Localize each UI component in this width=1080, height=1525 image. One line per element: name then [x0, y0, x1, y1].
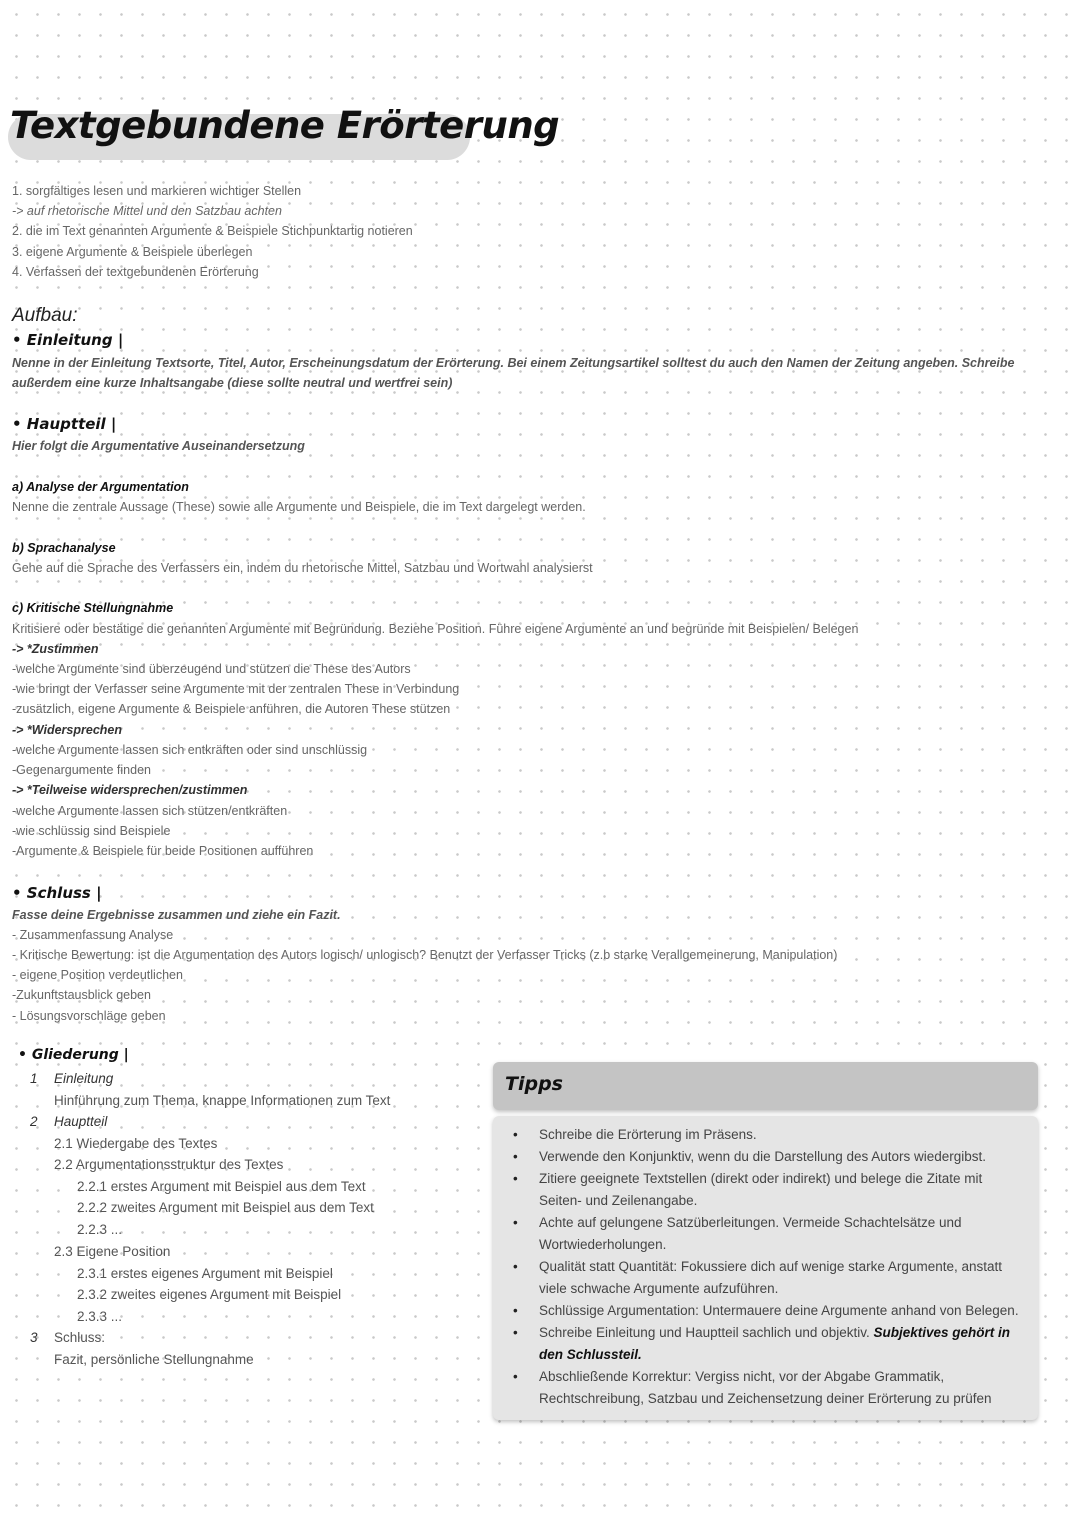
- tip-emphasis: Subjektives gehört in den Schlussteil.: [539, 1325, 1011, 1362]
- gliederung-number: 2: [30, 1114, 38, 1129]
- widersprechen-item: -Gegenargumente finden: [12, 763, 151, 777]
- einleitung-heading: • Einleitung |: [12, 331, 124, 349]
- tip-text: Zitiere geeignete Textstellen (direkt oder indirekt) und belege die Zitate mit Seiten- und Zeilenangabe.: [539, 1171, 983, 1208]
- step-2: 2. die im Text genannten Argumente & Beispiele Stichpunktartig notieren: [12, 224, 413, 238]
- gliederung-item: Fazit, persönliche Stellungnahme: [54, 1352, 254, 1367]
- zustimmen-item: -wie bringt der Verfasser seine Argumente mit der zentralen These in Verbindung: [12, 682, 460, 696]
- tip-item: [509, 1366, 1025, 1410]
- tip-text: Qualität statt Quantität: Fokussiere dich auf wenige starke Argumente, anstatt viele schwache Argumente aufzuführen.: [539, 1259, 1002, 1296]
- bullet-icon: •: [513, 1215, 518, 1230]
- gliederung-item: 2.3.1 erstes eigenes Argument mit Beispiel: [77, 1266, 333, 1281]
- step-4: 4. Verfassen der textgebundenen Erörterung: [12, 265, 259, 279]
- gliederung-item: 2.2 Argumentationsstruktur des Textes: [54, 1157, 284, 1172]
- gliederung-item: 2.2.3 ...: [77, 1222, 123, 1237]
- tip-item: [509, 1256, 1025, 1300]
- tips-list: [509, 1124, 1025, 1410]
- zustimmen-label: -> *Zustimmen: [12, 642, 99, 656]
- bullet-icon: •: [513, 1325, 518, 1340]
- gliederung-item: Hauptteil: [54, 1114, 108, 1129]
- bullet-icon: •: [513, 1149, 518, 1164]
- gliederung-item: 2.1 Wiedergabe des Textes: [54, 1136, 218, 1151]
- bullet-icon: •: [513, 1369, 518, 1384]
- title-block: [10, 104, 559, 147]
- bullet-icon: •: [513, 1171, 518, 1186]
- step-3: 3. eigene Argumente & Beispiele überlegen: [12, 245, 253, 259]
- widersprechen-label: -> *Widersprechen: [12, 723, 122, 737]
- gliederung-item: Einleitung: [54, 1071, 114, 1086]
- teilweise-item: -welche Argumente lassen sich stützen/entkräften: [12, 804, 288, 818]
- tip-text: Schlüssige Argumentation: Untermauere deine Argumente anhand von Belegen.: [539, 1303, 1019, 1318]
- teilweise-label: -> *Teilweise widersprechen/zustimmen: [12, 783, 248, 797]
- hauptteil-heading: • Hauptteil |: [12, 415, 117, 433]
- gliederung-item: 2.2.2 zweites Argument mit Beispiel aus dem Text: [77, 1200, 374, 1215]
- gliederung-number: 1: [30, 1071, 38, 1086]
- bullet-icon: •: [513, 1259, 518, 1274]
- gliederung-item: 2.3.3 ...: [77, 1309, 123, 1324]
- analyse-text: Nenne die zentrale Aussage (These) sowie alle Argumente und Beispiele, die im Text dargelegt werden.: [12, 500, 586, 514]
- einleitung-text: Nenne in der Einleitung Textsorte, Titel, Autor, Erscheinungsdatum der Erörterung. Bei einem Zeitungsartikel solltest du auch den Namen der Zeitung angeben. Schreibe außerdem eine kurze Inhaltsangabe (diese sollte neutral und wertfrei sein): [12, 356, 1015, 390]
- tips-box: [493, 1062, 1038, 1420]
- tip-text: Abschließende Korrektur: Vergiss nicht, vor der Abgabe Grammatik, Rechtschreibung, Satzbau und Zeichensetzung deiner Erörterung zu prüfen: [539, 1369, 992, 1406]
- stellungnahme-title: c) Kritische Stellungnahme: [12, 601, 174, 615]
- gliederung-heading: • Gliederung |: [18, 1047, 129, 1063]
- gliederung-item: Schluss:: [54, 1330, 106, 1345]
- gliederung-item: 2.3.2 zweites eigenes Argument mit Beispiel: [77, 1287, 342, 1302]
- sprachanalyse-title: b) Sprachanalyse: [12, 541, 116, 555]
- aufbau-heading: Aufbau:: [12, 305, 78, 326]
- tip-text: Schreibe die Erörterung im Präsens.: [539, 1127, 757, 1142]
- sprachanalyse-text: Gehe auf die Sprache des Verfassers ein, indem du rhetorische Mittel, Satzbau und Wortwahl analysierst: [12, 561, 593, 575]
- schluss-heading: • Schluss |: [12, 884, 102, 902]
- tips-header: [493, 1062, 1038, 1110]
- zustimmen-item: -welche Argumente sind überzeugend und stützen die These des Autors: [12, 662, 411, 676]
- schluss-item: - Lösungsvorschläge geben: [12, 1009, 166, 1023]
- teilweise-item: -wie schlüssig sind Beispiele: [12, 824, 171, 838]
- bullet-icon: •: [513, 1303, 518, 1318]
- tip-text: Verwende den Konjunktiv, wenn du die Darstellung des Autors wiedergibst.: [539, 1149, 987, 1164]
- step-1: 1. sorgfältiges lesen und markieren wichtiger Stellen: [12, 184, 302, 198]
- stellungnahme-text: Kritisiere oder bestätige die genannten Argumente mit Begründung. Beziehe Position. Führe eigene Argumente an und begründe mit Beispielen/ Belegen: [12, 622, 859, 636]
- tip-item: [509, 1322, 1025, 1366]
- tips-title: Tipps: [505, 1073, 563, 1095]
- tip-item: [509, 1168, 1025, 1212]
- step-1-note: -> auf rhetorische Mittel und den Satzbau achten: [12, 204, 282, 218]
- gliederung-item: 2.2.1 erstes Argument mit Beispiel aus dem Text: [77, 1179, 366, 1194]
- tip-item: [509, 1212, 1025, 1256]
- bullet-icon: •: [513, 1127, 518, 1142]
- tip-text: Schreibe Einleitung und Hauptteil sachlich und objektiv.: [539, 1325, 870, 1340]
- hauptteil-subtitle: Hier folgt die Argumentative Auseinandersetzung: [12, 439, 305, 453]
- zustimmen-item: -zusätzlich, eigene Argumente & Beispiele anführen, die Autoren These stützen: [12, 702, 451, 716]
- tip-item: [509, 1146, 1025, 1168]
- schluss-item: - Kritische Bewertung: ist die Argumentation des Autors logisch/ unlogisch? Benutzt der Verfasser Tricks (z.b starke Verallgemeinerung, Manipulation): [12, 948, 838, 962]
- schluss-item: - eigene Position verdeutlichen: [12, 968, 183, 982]
- gliederung-item: Hinführung zum Thema, knappe Informationen zum Text: [54, 1093, 391, 1108]
- gliederung-item: 2.3 Eigene Position: [54, 1244, 171, 1259]
- tips-body: [493, 1116, 1038, 1420]
- tip-text: Achte auf gelungene Satzüberleitungen. Vermeide Schachtelsätze und Wortwiederholungen.: [539, 1215, 962, 1252]
- gliederung-number: 3: [30, 1330, 38, 1345]
- schluss-subtitle: Fasse deine Ergebnisse zusammen und ziehe ein Fazit.: [12, 908, 341, 922]
- analyse-title: a) Analyse der Argumentation: [12, 480, 189, 494]
- tip-item: [509, 1300, 1025, 1322]
- page-title: Textgebundene Erörterung: [10, 104, 560, 147]
- schluss-item: -Zukunftstausblick geben: [12, 988, 151, 1002]
- schluss-item: - Zusammenfassung Analyse: [12, 928, 174, 942]
- tip-item: [509, 1124, 1025, 1146]
- teilweise-item: -Argumente & Beispiele für beide Positionen aufführen: [12, 844, 314, 858]
- widersprechen-item: -welche Argumente lassen sich entkräften oder sind unschlüssig: [12, 743, 368, 757]
